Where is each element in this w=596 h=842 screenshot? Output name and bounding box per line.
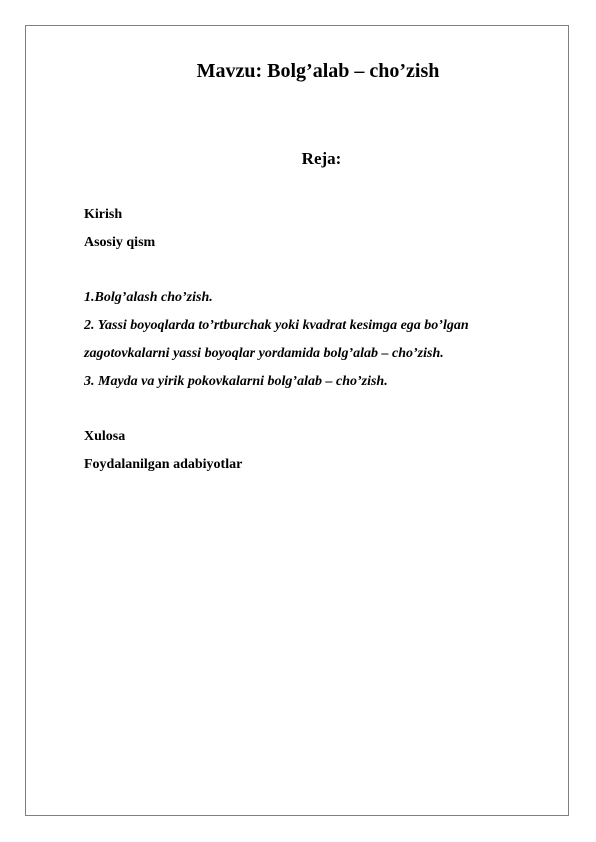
page-border <box>25 25 569 816</box>
plan-item-intro: Kirish <box>84 207 123 222</box>
plan-heading: Reja: <box>301 149 342 168</box>
plan-item-references: Foydalanilgan adabiyotlar <box>84 457 243 472</box>
topic-item-3: 3. Mayda va yirik pokovkalarni bolg’alab – cho’zish. <box>84 374 388 389</box>
plan-item-main-part: Asosiy qism <box>84 235 156 250</box>
plan-item-conclusion: Xulosa <box>84 429 126 444</box>
topic-item-2-continuation: zagotovkalarni yassi boyoqlar yordamida bolg’alab – cho’zish. <box>84 346 444 361</box>
topic-item-2: 2. Yassi boyoqlarda to’rtburchak yoki kvadrat kesimga ega bo’lgan <box>84 318 469 333</box>
topic-item-1: 1.Bolg’alash cho’zish. <box>84 290 213 305</box>
document-title: Mavzu: Bolg’alab – cho’zish <box>196 60 440 82</box>
